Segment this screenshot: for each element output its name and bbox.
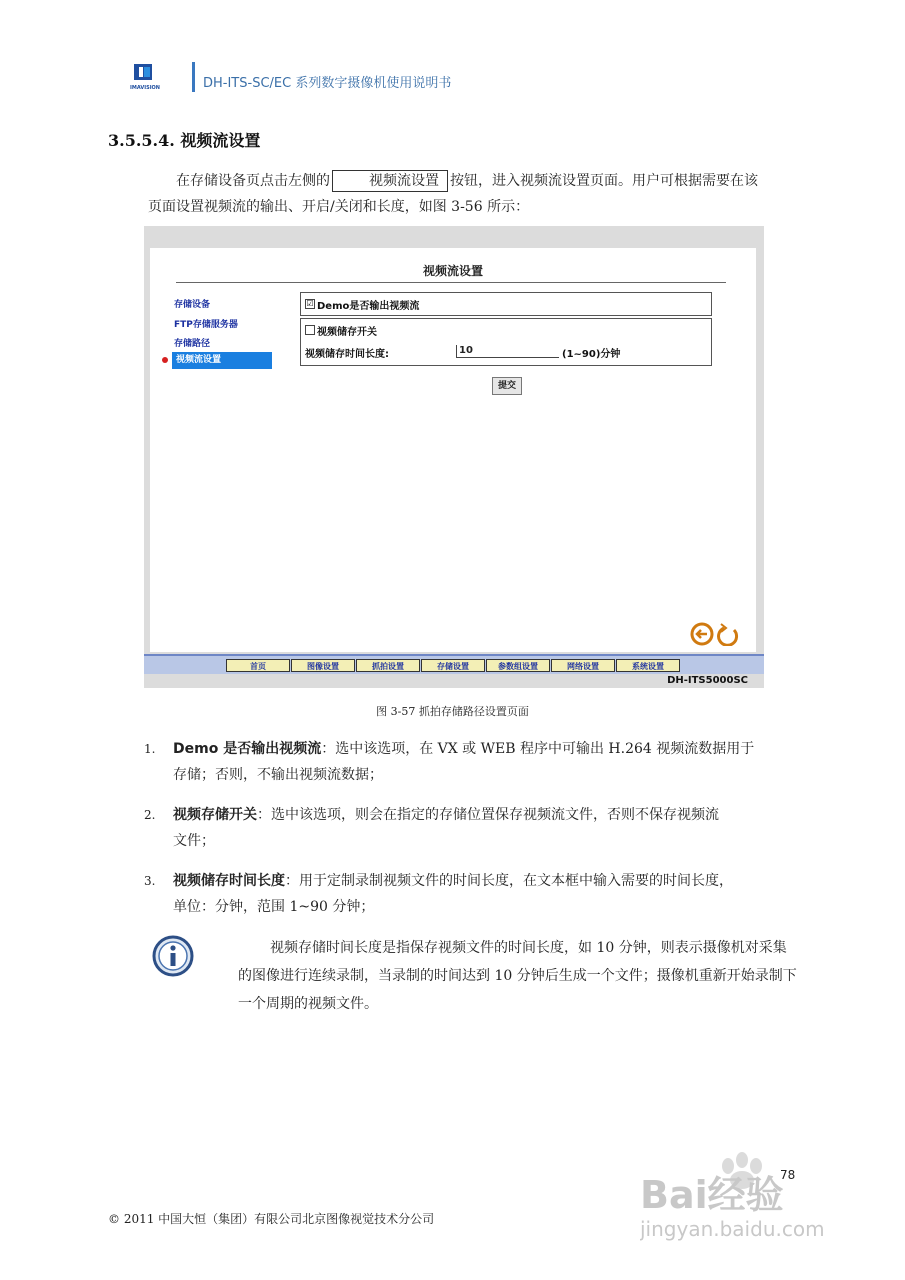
list-text: ：选中该选项，则会在指定的存储位置保存视频流文件，否则不保存视频流: [257, 807, 719, 823]
back-refresh-icons: [690, 622, 740, 646]
watermark-brand: Bai经验: [640, 1173, 784, 1217]
nav-network-settings[interactable]: 网络设置: [551, 659, 615, 672]
storage-switch-checkbox[interactable]: [305, 325, 315, 335]
list-number: 2.: [144, 808, 156, 822]
figure-caption: 图 3-57 抓拍存储路径设置页面: [376, 705, 529, 718]
watermark-url: jingyan.baidu.com: [640, 1217, 825, 1241]
list-cont: 存储；否则，不输出视频流数据；: [173, 767, 383, 783]
logo-text: IMAVISION: [130, 85, 160, 91]
intro-text-b: 按钮，进入视频流设置页面。用户可根据需要在该: [450, 173, 758, 189]
sidebar-item-storage-path[interactable]: 存储路径: [174, 339, 211, 349]
list-term: Demo 是否输出视频流: [173, 741, 322, 757]
intro-text-a: 在存储设备页点击左侧的: [176, 173, 330, 189]
list-term: 视频存储开关: [173, 807, 257, 823]
demo-output-label: Demo是否输出视频流: [317, 301, 420, 312]
submit-button[interactable]: 提交: [492, 377, 522, 395]
list-number: 3.: [144, 874, 156, 888]
nav-home[interactable]: 首页: [226, 659, 290, 672]
title-divider: [176, 282, 726, 283]
nav-system-settings[interactable]: 系统设置: [616, 659, 680, 672]
list-item: [144, 736, 804, 792]
list-item: [144, 868, 804, 924]
inline-button-ref: 视频流设置: [332, 170, 448, 192]
screenshot-page-title: 视频流设置: [422, 264, 483, 278]
list-number: 1.: [144, 742, 156, 756]
section-title: 3.5.5.4. 视频流设置: [108, 131, 261, 150]
footer-copyright: © 2011 中国大恒（集团）有限公司北京图像视觉技术分公司: [108, 1212, 435, 1226]
page-number: 78: [780, 1168, 796, 1182]
storage-switch-label: 视频储存开关: [317, 327, 377, 338]
refresh-icon[interactable]: [719, 624, 737, 645]
duration-label: 视频储存时间长度:: [305, 349, 389, 360]
screenshot-content: [150, 248, 756, 652]
nav-storage-settings[interactable]: 存储设置: [421, 659, 485, 672]
list-item: [144, 802, 804, 858]
demo-output-checkbox[interactable]: ☑: [306, 299, 314, 308]
bottom-nav-bar: [144, 654, 764, 674]
list-cont: 文件；: [173, 833, 215, 849]
header-title: DH-ITS-SC/EC 系列数字摄像机使用说明书: [203, 76, 452, 91]
sidebar-item-storage-device[interactable]: 存储设备: [174, 300, 211, 310]
list-term: 视频储存时间长度: [173, 873, 285, 889]
note-paragraph: 视频存储时间长度是指保存视频文件的时间长度，如 10 分钟，则表示摄像机对采集的图像进行连续录制，当录制的时间达到 10 分钟后生成一个文件；摄像机重新开始录制下一个周期的视频文件。: [238, 940, 797, 1012]
intro-line2: 页面设置视频流的输出、开启/关闭和长度，如图 3-56 所示：: [148, 199, 530, 215]
list-text: ：选中该选项，在 VX 或 WEB 程序中可输出 H.264 视频流数据用于: [321, 741, 755, 757]
info-icon: [152, 935, 194, 977]
nav-image-settings[interactable]: 图像设置: [291, 659, 355, 672]
list-cont: 单位：分钟，范围 1~90 分钟；: [173, 899, 375, 915]
back-arrow-icon[interactable]: [692, 624, 712, 644]
baidu-watermark: [640, 1140, 850, 1250]
intro-paragraph: [148, 168, 798, 194]
sidebar-item-video-stream[interactable]: 视频流设置: [172, 352, 272, 369]
embedded-screenshot: [144, 226, 764, 688]
model-label: DH-ITS5000SC: [667, 675, 748, 686]
header-divider: [192, 62, 195, 92]
nav-capture-settings[interactable]: 抓拍设置: [356, 659, 420, 672]
active-indicator-icon: [162, 357, 168, 363]
company-logo: [130, 62, 170, 92]
list-text: ：用于定制录制视频文件的时间长度，在文本框中输入需要的时间长度，: [285, 873, 733, 889]
duration-unit: (1~90)分钟: [562, 349, 621, 360]
duration-input[interactable]: 10: [456, 345, 559, 358]
nav-param-group-settings[interactable]: 参数组设置: [486, 659, 550, 672]
sidebar-item-ftp-server[interactable]: FTP存储服务器: [174, 320, 238, 330]
